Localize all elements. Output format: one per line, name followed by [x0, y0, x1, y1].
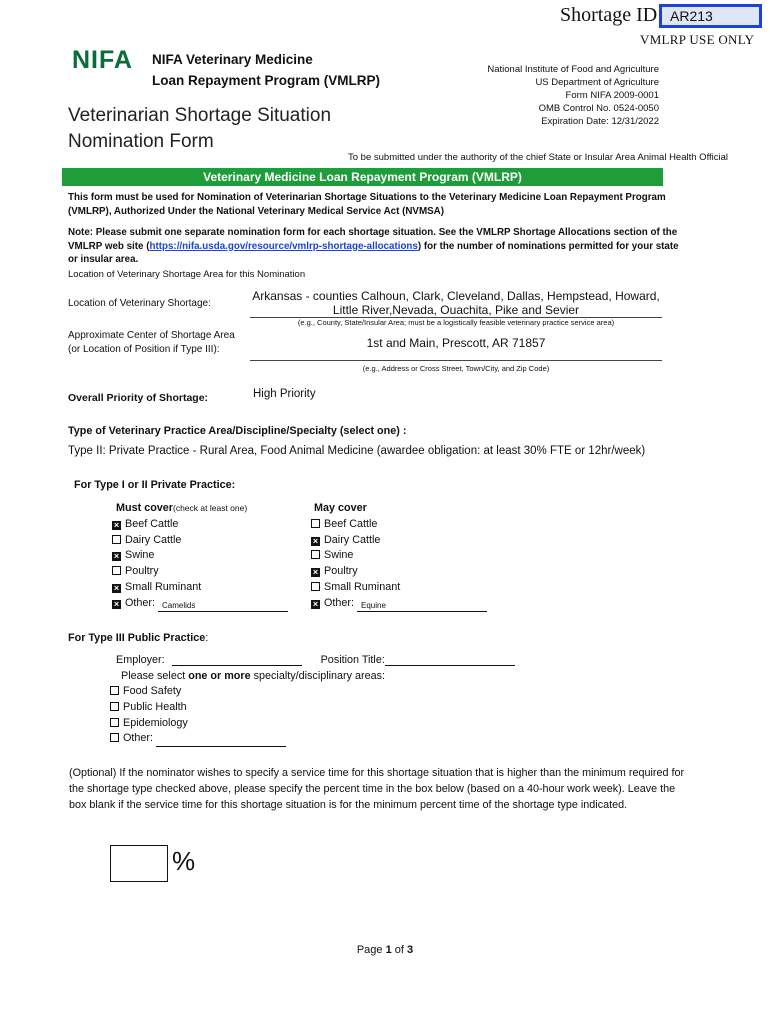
checkbox-label: Dairy Cattle	[324, 533, 381, 546]
priority-dropdown[interactable]: High Priority	[253, 388, 316, 400]
checkbox-checked-icon[interactable]: ×	[312, 535, 319, 546]
instruction-prefix: Please select	[121, 670, 189, 682]
center-field[interactable]: 1st and Main, Prescott, AR 71857	[250, 336, 662, 361]
percent-symbol: %	[172, 846, 196, 876]
position-title-label: Position Title:	[320, 654, 385, 666]
must-cover-item[interactable]	[112, 564, 288, 580]
may-cover-item[interactable]	[311, 564, 487, 580]
may-cover-item[interactable]	[311, 548, 487, 564]
practice-type-label: Type of Veterinary Practice Area/Discipline/Specialty (select one) :	[68, 425, 407, 437]
page-total: 3	[407, 944, 414, 956]
note-text-suffix: ) for the number of nominations permitted for your state or insular area.	[68, 240, 679, 265]
form-title	[68, 103, 331, 155]
checkbox-label: Dairy Cattle	[125, 533, 182, 546]
nifa-logo: NIFA	[72, 46, 133, 74]
location-value-line1: Arkansas - counties Calhoun, Clark, Cleveland, Dallas, Hempstead, Howard,	[252, 289, 660, 303]
location-heading: Location of Veterinary Shortage Area for this Nomination	[68, 269, 306, 280]
type-3-heading-text: For Type III Public Practice	[68, 632, 206, 644]
may-cover-item[interactable]	[311, 596, 487, 612]
program-title-line2: Loan Repayment Program (VMLRP)	[152, 73, 381, 88]
checkbox-checked-icon[interactable]: ×	[113, 582, 120, 593]
form-title-line2: Nomination Form	[68, 131, 214, 152]
must-cover-column	[112, 501, 288, 612]
practice-type-dropdown[interactable]: Type II: Private Practice - Rural Area, Food Animal Medicine (awardee obligation: at least 30% FTE or 12hr/week)	[68, 445, 646, 457]
program-title-line1: NIFA Veterinary Medicine	[152, 52, 313, 67]
form-title-line1: Veterinarian Shortage Situation	[68, 105, 332, 126]
agency-info	[487, 63, 659, 128]
vmlrp-use-only-label: VMLRP USE ONLY	[640, 32, 755, 47]
checkbox-unchecked-icon[interactable]	[110, 686, 119, 695]
checkbox-unchecked-icon[interactable]	[110, 718, 119, 727]
checkbox-unchecked-icon[interactable]	[110, 733, 119, 742]
checkbox-label: Swine	[125, 549, 155, 562]
checkbox-label: Food Safety	[123, 685, 182, 697]
type-3-area-item[interactable]	[110, 700, 286, 716]
shortage-id-label: Shortage ID	[560, 4, 658, 26]
priority-label: Overall Priority of Shortage:	[68, 392, 209, 404]
checkbox-label: Other:	[125, 596, 156, 609]
must-cover-item[interactable]	[112, 580, 288, 596]
type-1-2-heading: For Type I or II Private Practice:	[74, 479, 236, 491]
agency-line: Form NIFA 2009-0001	[565, 90, 659, 101]
center-label-line2: (or Location of Position if Type III):	[68, 344, 220, 355]
checkbox-unchecked-icon[interactable]	[311, 582, 320, 591]
employer-field[interactable]	[172, 654, 302, 666]
checkbox-label: Poultry	[324, 565, 358, 578]
instruction-bold: one or more	[188, 670, 251, 682]
checkbox-unchecked-icon[interactable]	[311, 519, 320, 528]
location-label: Location of Veterinary Shortage:	[68, 298, 211, 309]
employer-label: Employer:	[116, 654, 165, 666]
instruction-suffix: specialty/disciplinary areas:	[250, 670, 386, 682]
type-3-heading: For Type III Public Practice:	[68, 632, 209, 644]
page-current: 1	[385, 944, 392, 956]
shortage-allocations-link[interactable]: https://nifa.usda.gov/resource/vmlrp-shortage-allocations	[149, 240, 418, 252]
must-cover-item[interactable]	[112, 548, 288, 564]
checkbox-label: Poultry	[125, 565, 159, 578]
center-hint: (e.g., Address or Cross Street, Town/City, and Zip Code)	[362, 364, 550, 373]
percent-time-input[interactable]	[110, 845, 168, 882]
may-cover-item[interactable]	[311, 533, 487, 549]
checkbox-label: Swine	[324, 549, 354, 562]
program-title	[152, 49, 380, 91]
checkbox-label: Small Ruminant	[125, 580, 202, 593]
location-hint: (e.g., County, State/Insular Area; must be a logistically feasible veterinary practice service area)	[297, 318, 615, 327]
optional-service-time-text: (Optional) If the nominator wishes to specify a service time for this shortage situation that is higher than the minimum required for the shortage type checked above, please specify the percent time in the box below (based on a 40-hour work week). Leave the box blank if the service time for this shortage situation is for the minimum percent time of the shortage type indicated.	[69, 767, 685, 811]
agency-line: Expiration Date: 12/31/2022	[541, 116, 659, 127]
agency-line: US Department of Agriculture	[535, 77, 659, 88]
may-cover-column	[311, 501, 487, 612]
must-cover-item[interactable]	[112, 596, 288, 612]
other-value: Camelids	[162, 600, 196, 610]
must-cover-label: Must cover	[116, 502, 173, 514]
employer-row	[116, 654, 515, 666]
may-cover-item[interactable]	[311, 517, 487, 533]
checkbox-unchecked-icon[interactable]	[110, 702, 119, 711]
must-cover-other-field[interactable]	[158, 600, 288, 612]
must-cover-header	[112, 501, 288, 517]
checkbox-unchecked-icon[interactable]	[311, 550, 320, 559]
may-cover-label: May cover	[314, 502, 367, 514]
page-middle: of	[391, 944, 408, 956]
type-3-area-item[interactable]	[110, 731, 286, 747]
type-3-other-field[interactable]	[156, 735, 286, 747]
may-cover-item[interactable]	[311, 580, 487, 596]
location-field[interactable]	[250, 289, 662, 318]
center-label-line1: Approximate Center of Shortage Area	[68, 330, 235, 341]
center-label	[68, 329, 235, 357]
page-number	[0, 944, 770, 956]
must-cover-note: (check at least one)	[173, 503, 248, 513]
program-banner: Veterinary Medicine Loan Repayment Program (VMLRP)	[62, 168, 663, 186]
checkbox-label: Beef Cattle	[324, 517, 378, 530]
other-value: Equine	[361, 600, 386, 610]
intro-paragraph: This form must be used for Nomination of Veterinarian Shortage Situations to the Veterinary Medicine Loan Repayment Program (VMLRP), Authorized Under the National Veterinary Medical Service Act (NVMSA)	[68, 192, 666, 217]
specialty-instruction	[121, 670, 385, 682]
checkbox-label: Epidemiology	[123, 716, 188, 729]
type-3-area-item[interactable]	[110, 684, 286, 700]
note-text-prefix: Note: Please submit one separate nomination form for each shortage situation. See the VMLRP Shortage Allocations section of the VMLRP web site (	[68, 227, 678, 252]
checkbox-label: Other:	[123, 732, 154, 745]
checkbox-checked-icon[interactable]: ×	[312, 567, 319, 578]
checkbox-label: Other:	[324, 596, 355, 609]
type-3-areas	[110, 684, 286, 747]
checkbox-checked-icon[interactable]: ×	[113, 598, 120, 609]
must-cover-item[interactable]	[112, 517, 288, 533]
type-3-area-item[interactable]	[110, 716, 286, 732]
checkbox-label: Beef Cattle	[125, 517, 179, 530]
agency-line: OMB Control No. 0524-0050	[538, 103, 659, 114]
location-value-line2: Little River,Nevada, Ouachita, Pike and Sevier	[332, 303, 580, 317]
checkbox-unchecked-icon[interactable]	[112, 566, 121, 575]
shortage-id-input[interactable]: AR213	[659, 4, 762, 28]
submission-note	[68, 226, 688, 267]
checkbox-unchecked-icon[interactable]	[112, 535, 121, 544]
checkbox-checked-icon[interactable]: ×	[312, 598, 319, 609]
agency-line: National Institute of Food and Agriculture	[487, 64, 659, 75]
checkbox-checked-icon[interactable]: ×	[113, 519, 120, 530]
must-cover-item[interactable]	[112, 533, 288, 549]
checkbox-label: Small Ruminant	[324, 580, 401, 593]
checkbox-checked-icon[interactable]: ×	[113, 551, 120, 562]
page-prefix: Page	[356, 944, 386, 956]
may-cover-other-field[interactable]	[357, 600, 487, 612]
checkbox-label: Public Health	[123, 700, 187, 713]
position-title-field[interactable]	[385, 654, 515, 666]
authority-note: To be submitted under the authority of the chief State or Insular Area Animal Health Official	[348, 152, 729, 163]
